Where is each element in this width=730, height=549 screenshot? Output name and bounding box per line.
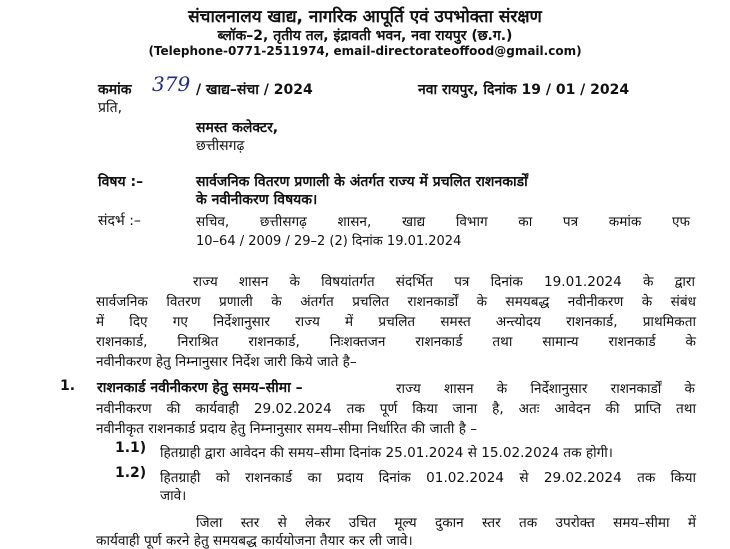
place-date: नवा रायपुर, दिनांक 19 / 01 / 2024 xyxy=(418,82,630,98)
closing-line-2: कार्यवाही पूर्ण करने हेतु समयबद्ध कार्ययोजना तैयार कर ली जावे। xyxy=(96,533,413,549)
sub-point-1-1-number: 1.1) xyxy=(115,440,147,456)
point-1-line-2: नवीनीकरण की कार्यवाही 29.02.2024 तक पूर्ण किया जाना है, अतः आवेदन की प्राप्ति तथा xyxy=(96,401,696,417)
office-contact: (Telephone-0771-2511974, email-directorateoffood@gmail.com) xyxy=(148,44,582,58)
sub-point-1-1-text: हितग्राही द्वारा आवेदन की समय–सीमा दिनांक 25.01.2024 से 15.02.2024 तक होगी। xyxy=(160,445,613,461)
intro-line-3: में दिए गए निर्देशानुसार राज्य में प्रचलित समस्त अन्त्योदय राशनकार्ड, प्राथमिकता xyxy=(96,314,696,330)
ref-number-handwritten: 379 xyxy=(152,72,191,96)
ref-label: कमांक xyxy=(98,82,132,98)
point-1-line-3: नवीनीकृत राशनकार्ड प्रदाय हेतु निम्नानुसार समय–सीमा निर्धारित की जाती है – xyxy=(96,421,478,437)
point-1-line-1: राज्य शासन के निर्देशानुसार राशनकार्डों के xyxy=(396,381,695,397)
recipient-state: छत्तीसगढ़ xyxy=(196,138,245,154)
sub-point-1-2-line-2: जावे। xyxy=(160,488,187,504)
sub-point-1-2-number: 1.2) xyxy=(115,465,147,481)
ref-suffix: / खाद्य–संचा / 2024 xyxy=(196,82,313,98)
subject-line-1: सार्वजनिक वितरण प्रणाली के अंतर्गत राज्य में प्रचलित राशनकार्डों xyxy=(196,174,528,190)
point-1-number: 1. xyxy=(60,378,76,394)
intro-line-1: राज्य शासन के विषयांतर्गत संदर्भित पत्र दिनांक 19.01.2024 के द्वारा xyxy=(193,274,695,290)
recipient: समस्त कलेक्टर, xyxy=(196,120,279,136)
intro-line-5: नवीनीकरण हेतु निम्नानुसार निर्देश जारी किये जाते है– xyxy=(96,354,357,370)
prati: प्रति, xyxy=(98,100,123,116)
sub-point-1-2-line-1: हितग्राही को राशनकार्ड का प्रदाय दिनांक 01.02.2024 से 29.02.2024 तक किया xyxy=(160,470,696,486)
intro-line-2: सार्वजनिक वितरण प्रणाली के अंतर्गत प्रचलित राशनकार्डों के समयबद्ध नवीनीकरण के संबंध xyxy=(96,294,696,310)
reference-line-2: 10–64 / 2009 / 29–2 (2) दिनांक 19.01.2024 xyxy=(196,234,462,249)
reference-label: संदर्भ :– xyxy=(98,213,141,229)
intro-line-4: राशनकार्ड, निराश्रित राशनकार्ड, निःशक्तजन राशनकार्ड तथा सामान्य राशनकार्ड के xyxy=(96,334,696,350)
reference-line-1: सचिव, छत्तीसगढ़ शासन, खाद्य विभाग का पत्र कमांक एफ xyxy=(196,214,690,230)
closing-line-1: जिला स्तर से लेकर उचित मूल्य दुकान स्तर तक उपरोक्त समय–सीमा में xyxy=(196,515,696,531)
subject-line-2: के नवीनीकरण विषयक। xyxy=(196,192,318,208)
office-name: संचालनालय खाद्य, नागरिक आपूर्ति एवं उपभोक्ता संरक्षण xyxy=(188,7,542,27)
office-address: ब्लॉक–2, तृतीय तल, इंद्रावती भवन, नवा रायपुर (छ.ग.) xyxy=(217,28,513,44)
point-1-title: राशनकार्ड नवीनीकरण हेतु समय–सीमा – xyxy=(97,380,303,396)
subject-label: विषय :– xyxy=(98,174,144,190)
